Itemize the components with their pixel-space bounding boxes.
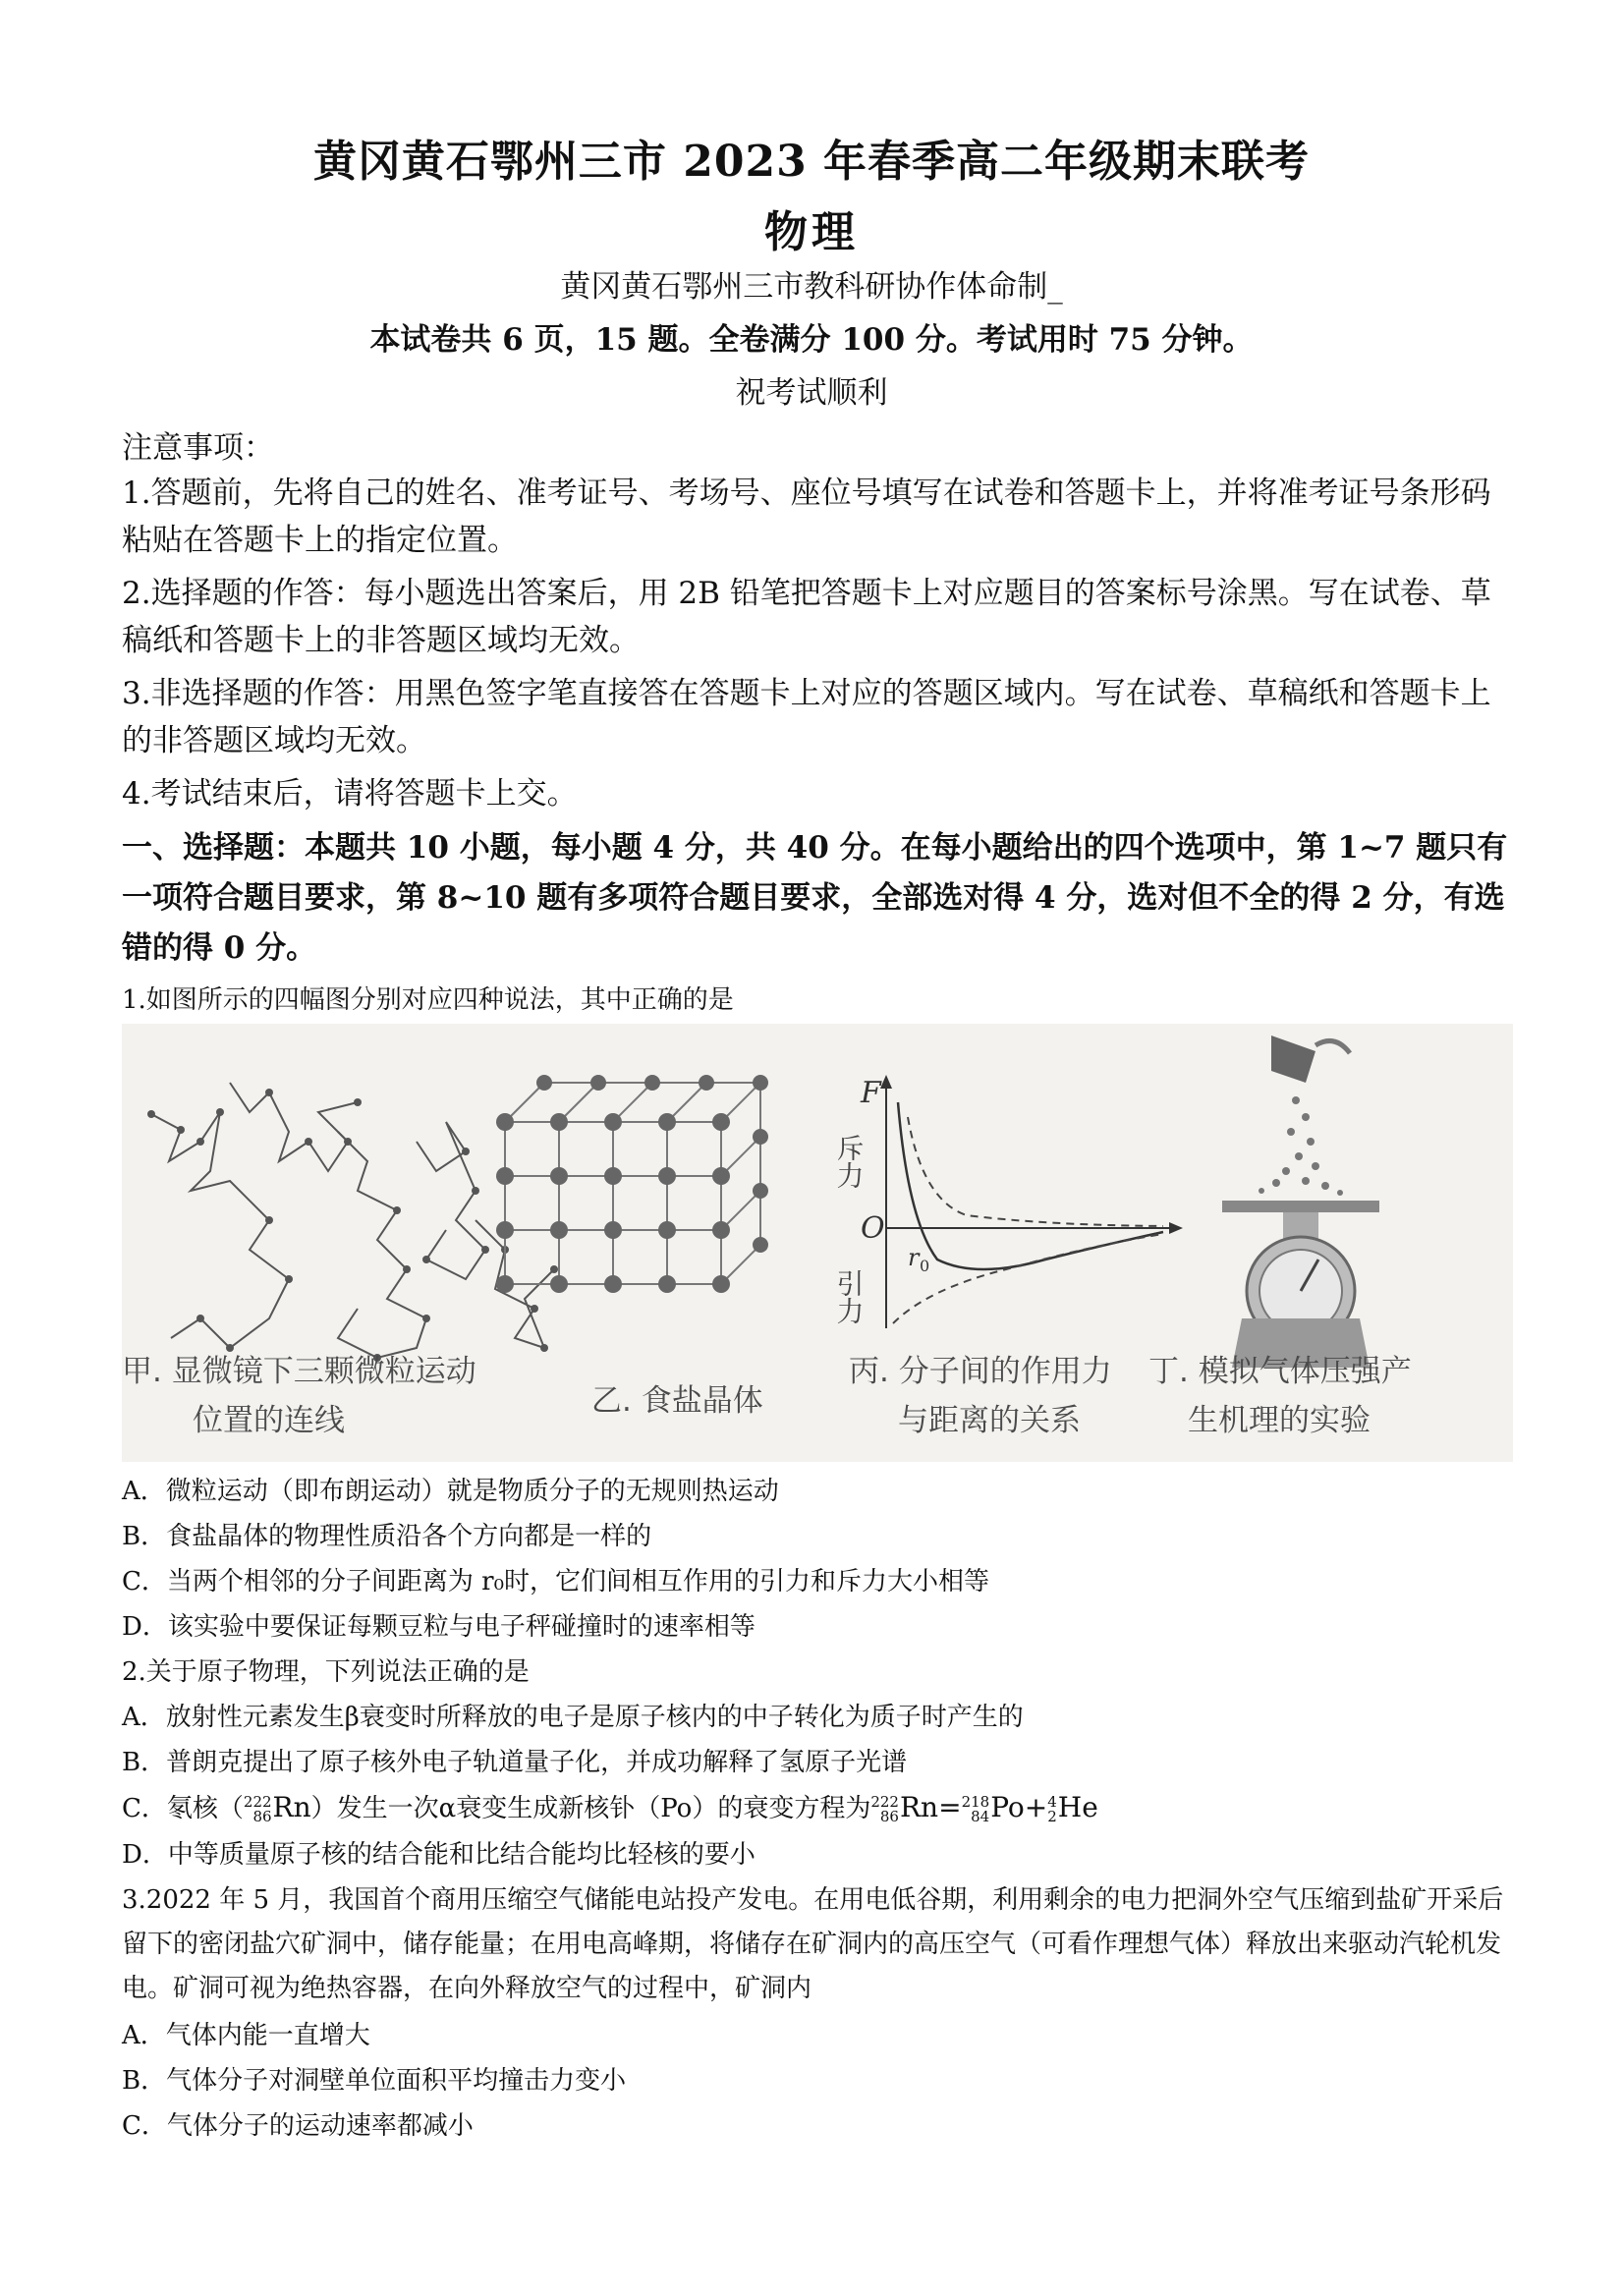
q3-stem: 3.2022 年 5 月，我国首个商用压缩空气储能电站投产发电。在用电低谷期，利用剩余的电力把洞外空气压缩到盐矿开采后留下的密闭盐穴矿洞中，储存能量；在用电高峰期，将储存在矿洞内的高压空气（可看作理想气体）释放出来驱动汽轮机发电。矿洞可视为绝热容器，在向外释放空气的过程中，矿洞内 <box>122 1885 1504 2003</box>
r0-label: r <box>908 1244 920 1271</box>
fig-caption-b: 乙. 食盐晶体 <box>591 1383 763 1419</box>
fig-caption-c-line2: 与距离的关系 <box>898 1403 1081 1438</box>
repulsion-label: 斥力 <box>832 1134 866 1189</box>
fig-caption-c-line1: 丙. 分子间的作用力 <box>849 1354 1112 1389</box>
q1-figure <box>122 1024 1513 1462</box>
notice-title: 注意事项： <box>122 430 274 466</box>
f-axis-arrow <box>880 1075 892 1089</box>
exam-title: 黄冈黄石鄂州三市 2023 年春季高二年级期末联考 <box>312 137 1311 187</box>
q2-option-d: D．中等质量原子核的结合能和比结合能均比轻核的要小 <box>122 1840 756 1870</box>
equals-sign: = <box>938 1791 962 1823</box>
rn-symbol: Rn <box>272 1791 311 1823</box>
fig-caption-a-line1: 甲. 显微镜下三颗微粒运动 <box>122 1354 476 1389</box>
rn-eq-numbers <box>870 1795 899 1824</box>
rn-eq-symbol: Rn <box>899 1791 939 1823</box>
gas-pressure-experiment <box>1222 1036 1379 1368</box>
brownian-trace-figure <box>151 1083 554 1358</box>
r0-subscript: 0 <box>920 1257 930 1275</box>
scale-pan <box>1222 1201 1379 1212</box>
committee-line: 黄冈黄石鄂州三市教科研协作体命制_ <box>560 269 1063 305</box>
subject-title: 物理 <box>764 207 859 257</box>
notice-item-3: 3.非选择题的作答：用黑色签字笔直接答在答题卡上对应的答题区域内。写在试卷、草稿纸和答题卡上的非答题区域均无效。 <box>122 676 1491 758</box>
exam-meta: 本试卷共 6 页，15 题。全卷满分 100 分。考试用时 75 分钟。 <box>369 322 1254 358</box>
repulsion-curve <box>908 1117 1163 1226</box>
he-symbol: He <box>1057 1791 1098 1823</box>
rn-eq-mass: 222 <box>870 1793 899 1811</box>
force-distance-graph <box>833 1075 1184 1328</box>
q2-option-c-middle: ）发生一次α衰变生成新核钋（Po）的衰变方程为 <box>310 1794 871 1823</box>
attraction-curve <box>893 1234 1163 1323</box>
rn-mass-number: 222 <box>243 1793 272 1811</box>
q3-option-a: A．气体内能一直增大 <box>122 2021 370 2050</box>
notice-item-1: 1.答题前，先将自己的姓名、准考证号、考场号、座位号填写在试卷和答题卡上，并将准考证号条形码粘贴在答题卡上的指定位置。 <box>122 476 1491 558</box>
q3-option-c: C．气体分子的运动速率都减小 <box>122 2111 474 2141</box>
salt-crystal-ions <box>496 1075 768 1293</box>
section-1-instructions: 一、选择题：本题共 10 小题，每小题 4 分，共 40 分。在每小题给出的四个选项中，第 1~7 题只有一项符合题目要求，第 8~10 题有多项符合题目要求，全部选对得 4 分，选对但不全的得 2 分，有选错的得 0 分。 <box>122 830 1508 966</box>
rn-eq-atomic: 86 <box>879 1808 899 1825</box>
fig-caption-d-line1: 丁. 模拟气体压强产 <box>1148 1354 1412 1389</box>
po-numbers <box>962 1795 990 1824</box>
q2-option-b: B．普朗克提出了原子核外电子轨道量子化，并成功解释了氢原子光谱 <box>122 1748 908 1777</box>
q1-option-c: C．当两个相邻的分子间距离为 r₀时，它们间相互作用的引力和斥力大小相等 <box>122 1567 990 1596</box>
rn-nuclide-numbers <box>244 1795 272 1824</box>
q2-stem: 2.关于原子物理，下列说法正确的是 <box>122 1657 530 1687</box>
q1-stem: 1.如图所示的四幅图分别对应四种说法，其中正确的是 <box>122 985 734 1015</box>
r-axis-arrow <box>1169 1222 1183 1234</box>
axis-f-label: F <box>861 1076 881 1110</box>
fig-caption-d-line2: 生机理的实验 <box>1188 1403 1371 1438</box>
q2-option-a: A．放射性元素发生β衰变时所释放的电子是原子核内的中子转化为质子时产生的 <box>122 1703 1024 1732</box>
po-atomic: 84 <box>971 1808 990 1825</box>
exam-wish: 祝考试顺利 <box>735 375 888 411</box>
plus-sign: + <box>1024 1791 1048 1823</box>
q1-option-a: A．微粒运动（即布朗运动）就是物质分子的无规则热运动 <box>122 1477 779 1506</box>
he-numbers <box>1047 1795 1057 1824</box>
net-force-curve <box>898 1102 1163 1269</box>
rn-atomic-number: 86 <box>252 1808 272 1825</box>
he-mass: 4 <box>1047 1793 1057 1811</box>
po-symbol: Po <box>990 1791 1025 1823</box>
q1-option-d: D．该实验中要保证每颗豆粒与电子秤碰撞时的速率相等 <box>122 1612 756 1642</box>
axis-o-label: O <box>861 1211 885 1246</box>
notice-item-2: 2.选择题的作答：每小题选出答案后，用 2B 铅笔把答题卡上对应题目的答案标号涂黑。写在试卷、草稿纸和答题卡上的非答题区域均无效。 <box>122 576 1491 658</box>
fig-caption-a-line2: 位置的连线 <box>193 1403 345 1438</box>
bean-cup-icon <box>1271 1036 1315 1083</box>
q1-option-b: B．食盐晶体的物理性质沿各个方向都是一样的 <box>122 1522 652 1551</box>
q2-option-c-prefix: C．氡核（ <box>122 1794 244 1823</box>
attraction-label: 引力 <box>832 1269 866 1324</box>
po-mass: 218 <box>961 1793 990 1811</box>
hand-icon <box>1315 1041 1350 1054</box>
q2-option-c <box>122 1786 1517 1830</box>
falling-beans <box>1249 1096 1353 1209</box>
he-atomic: 2 <box>1047 1808 1057 1825</box>
notice-item-4: 4.考试结束后，请将答题卡上交。 <box>122 776 578 812</box>
q3-option-b: B．气体分子对洞壁单位面积平均撞击力变小 <box>122 2066 627 2096</box>
